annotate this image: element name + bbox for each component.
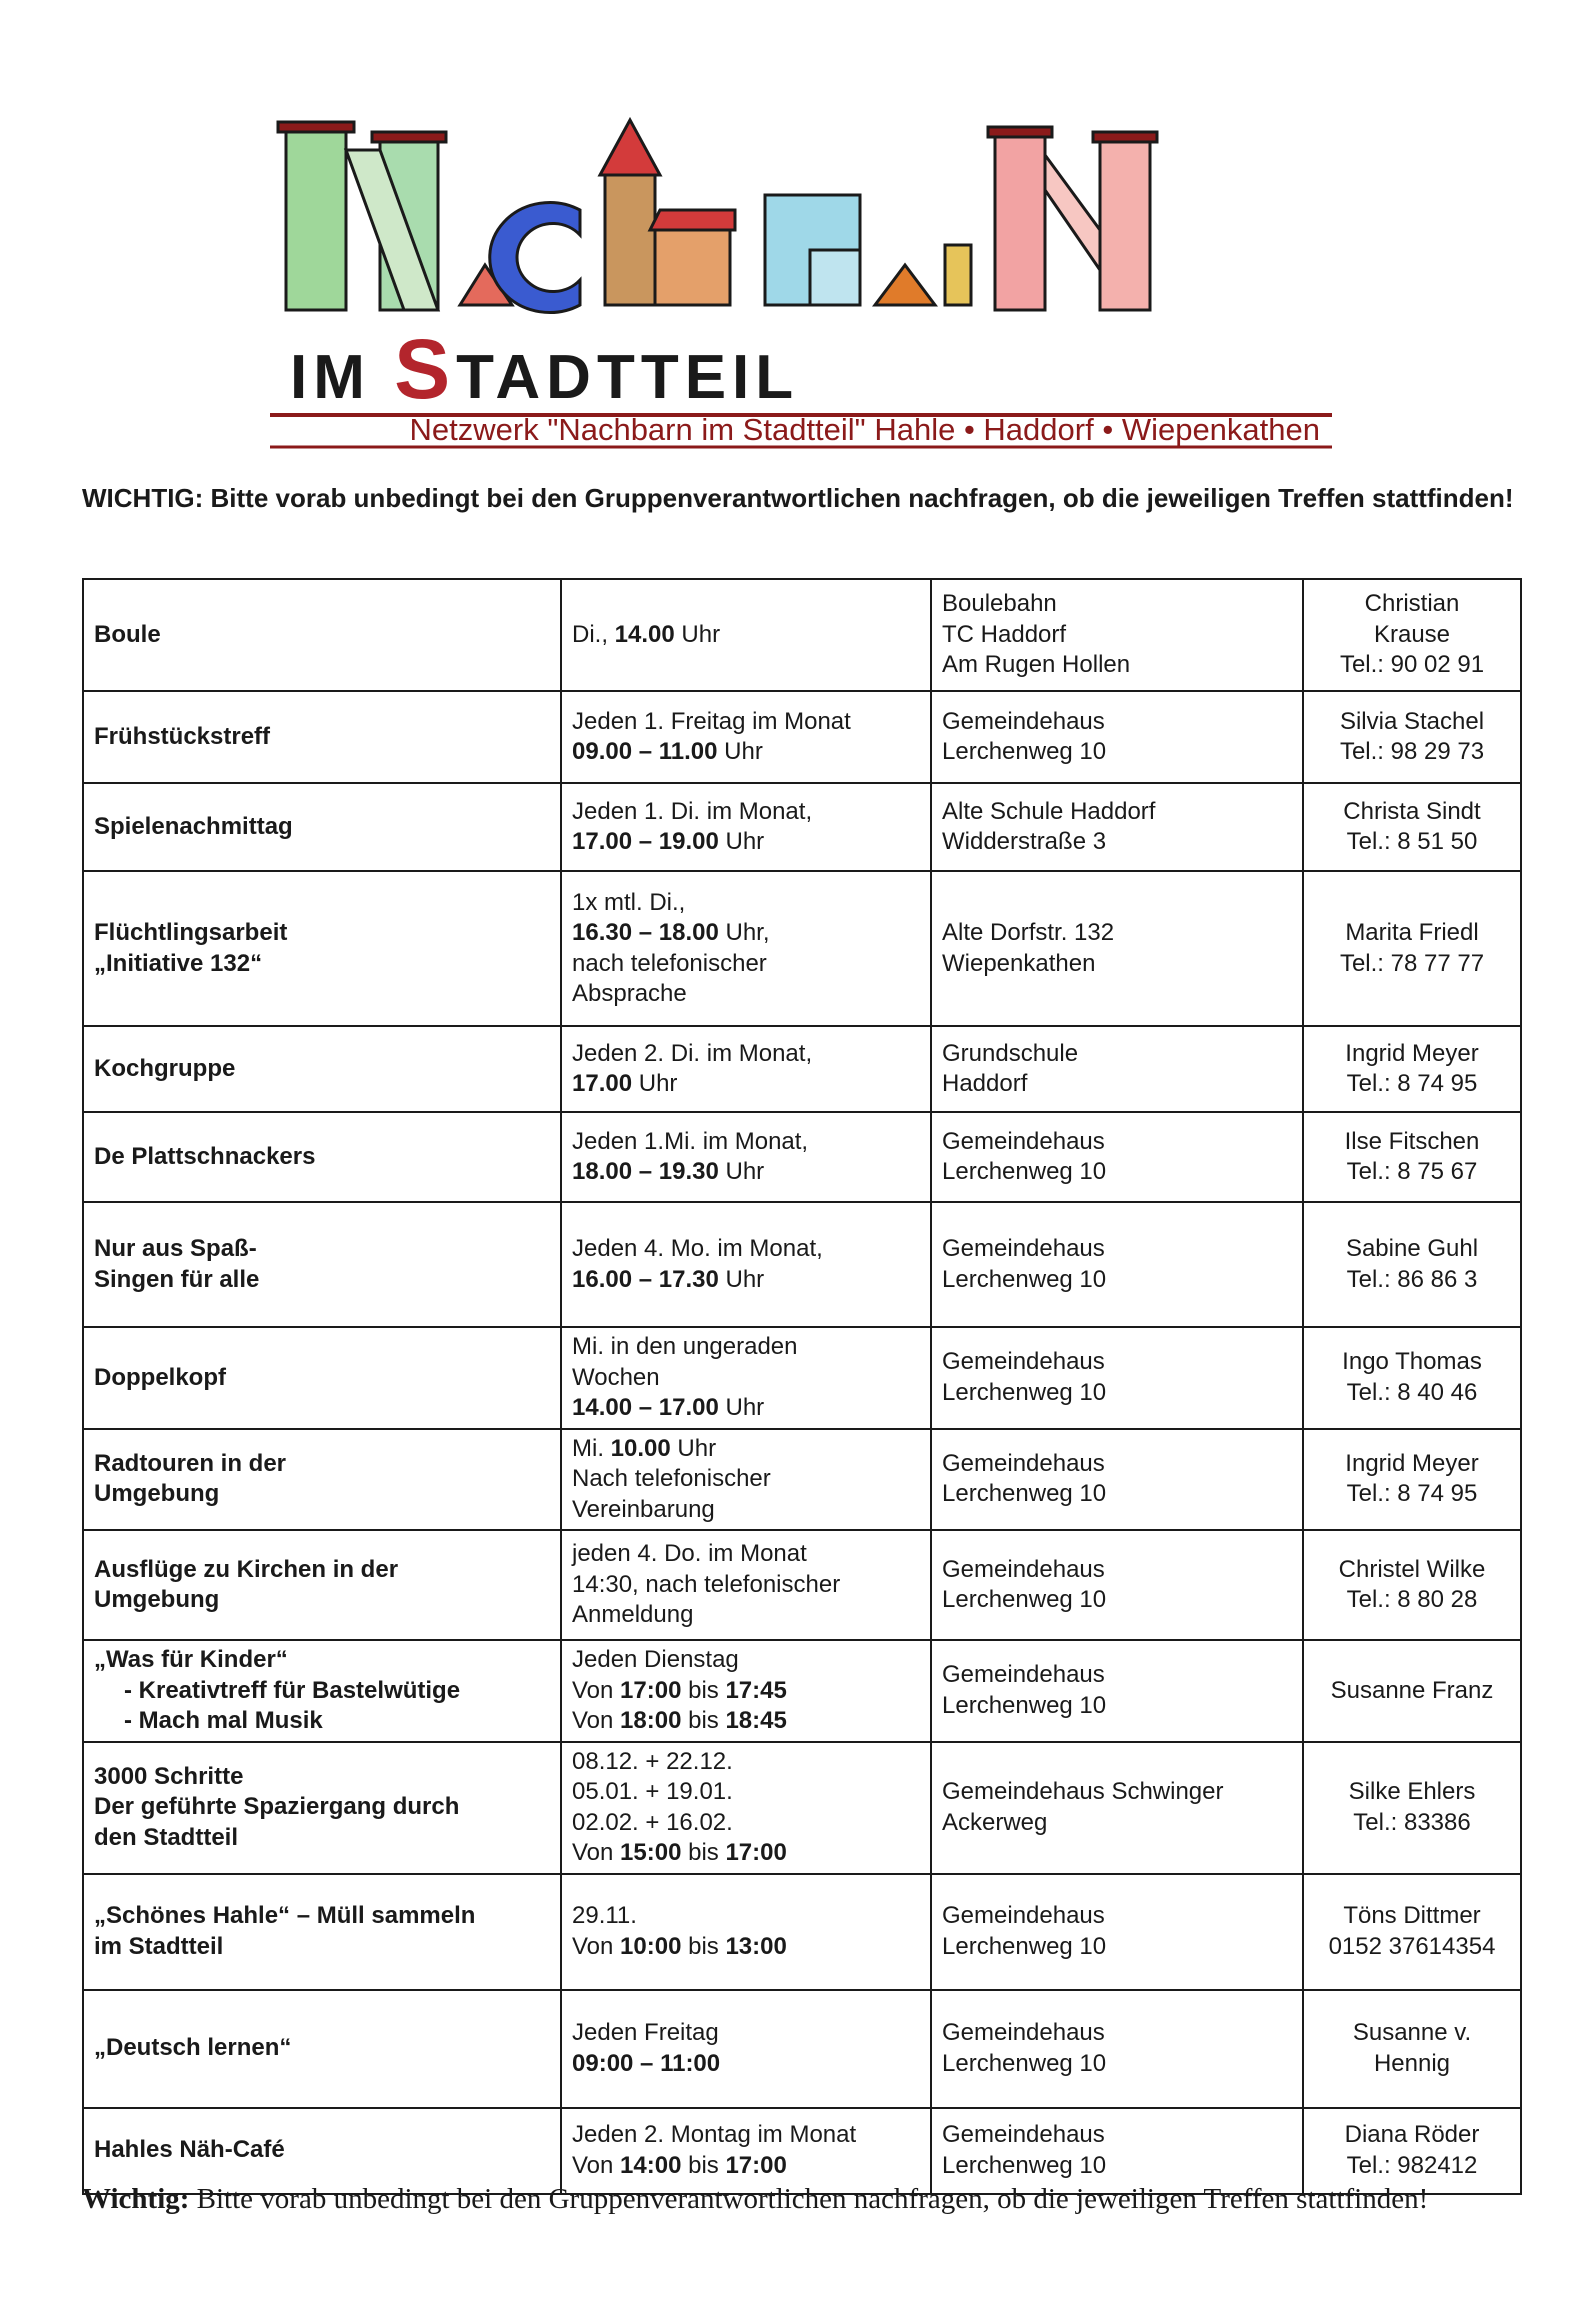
time-line: Von 14:00 bis 17:00 xyxy=(572,2151,787,2179)
place-line: Gemeindehaus xyxy=(942,1235,1105,1262)
place-line: Gemeindehaus xyxy=(942,1449,1105,1477)
group-name-line: „Initiative 132“ xyxy=(94,949,263,977)
time-cell xyxy=(561,1202,931,1327)
group-name-line: „Deutsch lernen“ xyxy=(94,2034,292,2062)
place-line: Lerchenweg 10 xyxy=(942,1480,1107,1508)
contact-line: Tel.: 8 74 95 xyxy=(1346,1480,1478,1508)
group-name-line: Der geführte Spaziergang durch xyxy=(94,1793,460,1821)
notice-bottom xyxy=(82,2180,1522,2218)
time-line: 08.12. + 22.12. xyxy=(572,1747,733,1775)
contact-line: Tel.: 8 80 28 xyxy=(1346,1586,1478,1613)
group-name-line: Kochgruppe xyxy=(94,1054,236,1082)
contact-cell xyxy=(1303,579,1521,691)
group-name-line: „Schönes Hahle“ – Müll sammeln xyxy=(94,1902,476,1929)
time-line: Jeden 2. Montag im Monat xyxy=(572,2121,857,2148)
time-line: 14:30, nach telefonischer xyxy=(572,1570,841,1598)
place-cell xyxy=(931,1429,1303,1531)
time-line: Jeden 1. Freitag im Monat xyxy=(572,707,851,735)
time-line: Wochen xyxy=(572,1363,660,1391)
time-line: Von 18:00 bis 18:45 xyxy=(572,1707,787,1734)
contact-line: Tel.: 78 77 77 xyxy=(1339,949,1485,977)
contact-line: Marita Friedl xyxy=(1345,919,1479,946)
place-cell xyxy=(931,783,1303,871)
contact-cell xyxy=(1303,783,1521,871)
time-line: Jeden 2. Di. im Monat, xyxy=(572,1039,813,1067)
time-cell xyxy=(561,871,931,1026)
group-name-line: im Stadtteil xyxy=(94,1932,224,1960)
time-cell xyxy=(561,1530,931,1640)
table-row xyxy=(83,1742,1521,1874)
logo-subtitle: IM STADTTEIL xyxy=(290,322,800,416)
group-name-line: Radtouren in der xyxy=(94,1449,287,1477)
table-row xyxy=(83,871,1521,1026)
place-cell xyxy=(931,871,1303,1026)
contact-line: Susanne v. xyxy=(1352,2019,1472,2046)
contact-line: Christa Sindt xyxy=(1343,797,1481,825)
group-name-line: „Was für Kinder“ xyxy=(94,1646,288,1673)
table-row xyxy=(83,783,1521,871)
table-row xyxy=(83,1640,1521,1742)
time-cell xyxy=(561,1742,931,1874)
group-name-line: den Stadtteil xyxy=(94,1823,239,1851)
notice-bottom-text: Bitte vorab unbedingt bei den Gruppenverantwortlichen nachfragen, ob die jeweiligen Treffen stattfinden! xyxy=(189,2183,1429,2215)
time-line: 09.00 – 11.00 Uhr xyxy=(572,738,763,765)
place-line: Alte Dorfstr. 132 xyxy=(942,919,1115,946)
group-name-line: Frühstückstreff xyxy=(94,722,271,750)
logo-church xyxy=(600,120,735,305)
group-name-line: Singen für alle xyxy=(94,1265,260,1293)
time-line: Von 10:00 bis 13:00 xyxy=(572,1932,787,1960)
group-name-cell xyxy=(83,783,561,871)
place-line: Widderstraße 3 xyxy=(942,828,1107,855)
logo-house-and-c xyxy=(460,203,580,313)
contact-cell xyxy=(1303,1429,1521,1531)
contact-line: Tel.: 8 40 46 xyxy=(1346,1378,1478,1406)
group-name-line: Ausflüge zu Kirchen in der xyxy=(94,1555,399,1583)
contact-line: Tel.: 8 75 67 xyxy=(1346,1158,1478,1185)
time-cell xyxy=(561,579,931,691)
group-name-line: 3000 Schritte xyxy=(94,1762,244,1790)
place-cell xyxy=(931,691,1303,783)
group-name-line: Hahles Näh-Café xyxy=(94,2136,285,2164)
group-name-cell xyxy=(83,1202,561,1327)
place-line: Gemeindehaus xyxy=(942,2121,1105,2148)
group-name-cell xyxy=(83,1530,561,1640)
contact-line: Ingrid Meyer xyxy=(1345,1039,1479,1067)
time-line: 14.00 – 17.00 Uhr xyxy=(572,1394,765,1421)
time-cell xyxy=(561,1112,931,1202)
group-name-line: Flüchtlingsarbeit xyxy=(94,919,288,946)
time-line: 18.00 – 19.30 Uhr xyxy=(572,1158,765,1185)
group-name-line: Umgebung xyxy=(94,1586,220,1613)
contact-line: Ilse Fitschen xyxy=(1344,1127,1480,1155)
group-name-line: Boule xyxy=(94,620,161,648)
place-cell xyxy=(931,1640,1303,1742)
table-row xyxy=(83,691,1521,783)
time-cell xyxy=(561,1429,931,1531)
table-row xyxy=(83,1112,1521,1202)
place-cell xyxy=(931,1990,1303,2108)
place-line: Wiepenkathen xyxy=(942,949,1096,977)
group-name-line: - Kreativtreff für Bastelwütige xyxy=(124,1676,461,1704)
place-line: TC Haddorf xyxy=(942,620,1067,648)
place-line: Lerchenweg 10 xyxy=(942,1691,1107,1719)
time-line: Di., 14.00 Uhr xyxy=(572,620,721,648)
place-line: Lerchenweg 10 xyxy=(942,1265,1107,1293)
contact-line: Christian xyxy=(1364,590,1460,618)
time-line: Von 15:00 bis 17:00 xyxy=(572,1839,787,1866)
contact-line: Krause xyxy=(1373,620,1451,648)
place-cell xyxy=(931,1742,1303,1874)
group-name-line: De Plattschnackers xyxy=(94,1142,316,1170)
place-cell xyxy=(931,1202,1303,1327)
time-cell xyxy=(561,783,931,871)
contact-line: Tel.: 98 29 73 xyxy=(1339,738,1485,765)
time-line: Mi. 10.00 Uhr xyxy=(572,1434,717,1462)
schedule-table xyxy=(82,578,1522,2195)
place-line: Lerchenweg 10 xyxy=(942,1158,1107,1185)
place-line: Haddorf xyxy=(942,1070,1028,1097)
contact-cell xyxy=(1303,1026,1521,1112)
contact-cell xyxy=(1303,1742,1521,1874)
time-cell xyxy=(561,1327,931,1429)
place-line: Boulebahn xyxy=(942,590,1057,618)
time-line: 29.11. xyxy=(572,1902,637,1929)
contact-line: Susanne Franz xyxy=(1330,1676,1494,1704)
group-name-line: - Mach mal Musik xyxy=(124,1707,323,1734)
time-cell xyxy=(561,1640,931,1742)
contact-line: Sabine Guhl xyxy=(1345,1235,1479,1262)
group-name-cell xyxy=(83,1026,561,1112)
time-line: Jeden 1. Di. im Monat, xyxy=(572,797,813,825)
group-name-cell xyxy=(83,1429,561,1531)
place-line: Gemeindehaus xyxy=(942,1348,1105,1376)
time-line: Nach telefonischer xyxy=(572,1465,771,1492)
contact-cell xyxy=(1303,691,1521,783)
time-line: Jeden 4. Mo. im Monat, xyxy=(572,1235,823,1262)
time-line: 16.30 – 18.00 Uhr, xyxy=(572,919,770,946)
place-line: Lerchenweg 10 xyxy=(942,2151,1107,2179)
place-line: Gemeindehaus xyxy=(942,1661,1105,1689)
place-line: Lerchenweg 10 xyxy=(942,738,1107,765)
contact-cell xyxy=(1303,1530,1521,1640)
contact-cell xyxy=(1303,1874,1521,1990)
time-line: Mi. in den ungeraden xyxy=(572,1333,798,1360)
group-name-line: Spielenachmittag xyxy=(94,812,293,840)
contact-line: Tel.: 90 02 91 xyxy=(1339,651,1485,679)
time-cell xyxy=(561,691,931,783)
notice-top: WICHTIG: Bitte vorab unbedingt bei den Gruppenverantwortlichen nachfragen, ob die jeweiligen Treffen stattfinden! xyxy=(82,483,1514,513)
contact-line: Silke Ehlers xyxy=(1348,1778,1476,1805)
logo-letter-n-buildings xyxy=(278,122,446,310)
contact-line: Töns Dittmer xyxy=(1343,1902,1481,1929)
contact-line: Tel.: 8 51 50 xyxy=(1346,828,1478,855)
time-line: Von 17:00 bis 17:45 xyxy=(572,1676,787,1704)
table-row xyxy=(83,1327,1521,1429)
contact-cell xyxy=(1303,1202,1521,1327)
place-line: Gemeindehaus xyxy=(942,1902,1105,1929)
place-line: Grundschule xyxy=(942,1039,1079,1067)
time-line: Jeden Freitag xyxy=(572,2019,719,2046)
group-name-line: Doppelkopf xyxy=(94,1363,226,1391)
contact-cell xyxy=(1303,1640,1521,1742)
time-line: jeden 4. Do. im Monat xyxy=(572,1540,807,1568)
table-row xyxy=(83,579,1521,691)
group-name-cell xyxy=(83,1640,561,1742)
time-line: 02.02. + 16.02. xyxy=(572,1808,733,1836)
contact-line: Tel.: 86 86 3 xyxy=(1346,1265,1478,1293)
group-name-cell xyxy=(83,1112,561,1202)
time-line: Anmeldung xyxy=(572,1601,694,1629)
group-name-cell xyxy=(83,871,561,1026)
contact-line: Christel Wilke xyxy=(1338,1555,1486,1583)
time-line: 1x mtl. Di., xyxy=(572,888,686,916)
group-name-line: Nur aus Spaß- xyxy=(94,1235,257,1262)
time-line: nach telefonischer xyxy=(572,949,767,977)
place-line: Lerchenweg 10 xyxy=(942,1586,1107,1613)
table-row xyxy=(83,1874,1521,1990)
contact-line: Diana Röder xyxy=(1344,2121,1480,2148)
place-line: Gemeindehaus xyxy=(942,1127,1105,1155)
group-name-cell xyxy=(83,1874,561,1990)
group-name-cell xyxy=(83,691,561,783)
contact-cell xyxy=(1303,1112,1521,1202)
place-cell xyxy=(931,1112,1303,1202)
contact-line: Tel.: 8 74 95 xyxy=(1346,1070,1478,1097)
contact-line: Ingrid Meyer xyxy=(1345,1449,1479,1477)
time-line: 16.00 – 17.30 Uhr xyxy=(572,1265,765,1293)
place-line: Am Rugen Hollen xyxy=(942,651,1131,679)
table-row xyxy=(83,1990,1521,2108)
logo-hut xyxy=(875,245,971,305)
contact-line: Hennig xyxy=(1373,2049,1451,2077)
logo-graphic xyxy=(250,80,1350,460)
place-line: Lerchenweg 10 xyxy=(942,1378,1107,1406)
group-name-line: Umgebung xyxy=(94,1480,220,1508)
place-cell xyxy=(931,1327,1303,1429)
contact-cell xyxy=(1303,1990,1521,2108)
contact-line: 0152 37614354 xyxy=(1328,1932,1496,1960)
time-line: 17.00 – 19.00 Uhr xyxy=(572,828,765,855)
time-cell xyxy=(561,1874,931,1990)
logo-building-b xyxy=(765,195,860,305)
place-line: Alte Schule Haddorf xyxy=(942,797,1156,825)
place-line: Gemeindehaus xyxy=(942,707,1105,735)
contact-cell xyxy=(1303,1327,1521,1429)
table-row xyxy=(83,1202,1521,1327)
table-row xyxy=(83,1530,1521,1640)
contact-cell xyxy=(1303,871,1521,1026)
place-cell xyxy=(931,1874,1303,1990)
place-cell xyxy=(931,579,1303,691)
contact-line: Ingo Thomas xyxy=(1342,1348,1482,1376)
place-line: Gemeindehaus xyxy=(942,2019,1105,2046)
time-line: Jeden 1.Mi. im Monat, xyxy=(572,1127,809,1155)
table-row xyxy=(83,1026,1521,1112)
nachbarn-logo xyxy=(250,80,1350,460)
place-line: Lerchenweg 10 xyxy=(942,1932,1107,1960)
contact-line: Silvia Stachel xyxy=(1339,707,1485,735)
place-line: Lerchenweg 10 xyxy=(942,2049,1107,2077)
place-line: Gemeindehaus Schwinger xyxy=(942,1778,1224,1805)
time-line: 05.01. + 19.01. xyxy=(572,1778,733,1805)
place-line: Gemeindehaus xyxy=(942,1555,1105,1583)
network-tagline: Netzwerk "Nachbarn im Stadtteil" Hahle • Haddorf • Wiepenkathen xyxy=(409,412,1320,447)
time-line: Absprache xyxy=(572,980,687,1007)
place-cell xyxy=(931,1026,1303,1112)
group-name-cell xyxy=(83,1990,561,2108)
place-cell xyxy=(931,1530,1303,1640)
time-line: Jeden Dienstag xyxy=(572,1646,739,1673)
group-name-cell xyxy=(83,1327,561,1429)
time-cell xyxy=(561,1026,931,1112)
place-line: Ackerweg xyxy=(942,1808,1048,1836)
logo-letter-n-right xyxy=(988,127,1157,310)
contact-line: Tel.: 982412 xyxy=(1346,2151,1478,2179)
group-name-cell xyxy=(83,579,561,691)
time-line: Vereinbarung xyxy=(572,1495,715,1523)
time-cell xyxy=(561,1990,931,2108)
notice-bottom-label: Wichtig: xyxy=(82,2183,190,2215)
time-line: 09:00 – 11:00 xyxy=(572,2049,721,2077)
time-line: 17.00 Uhr xyxy=(572,1070,678,1097)
contact-line: Tel.: 83386 xyxy=(1353,1808,1471,1836)
table-row xyxy=(83,1429,1521,1531)
group-name-cell xyxy=(83,1742,561,1874)
